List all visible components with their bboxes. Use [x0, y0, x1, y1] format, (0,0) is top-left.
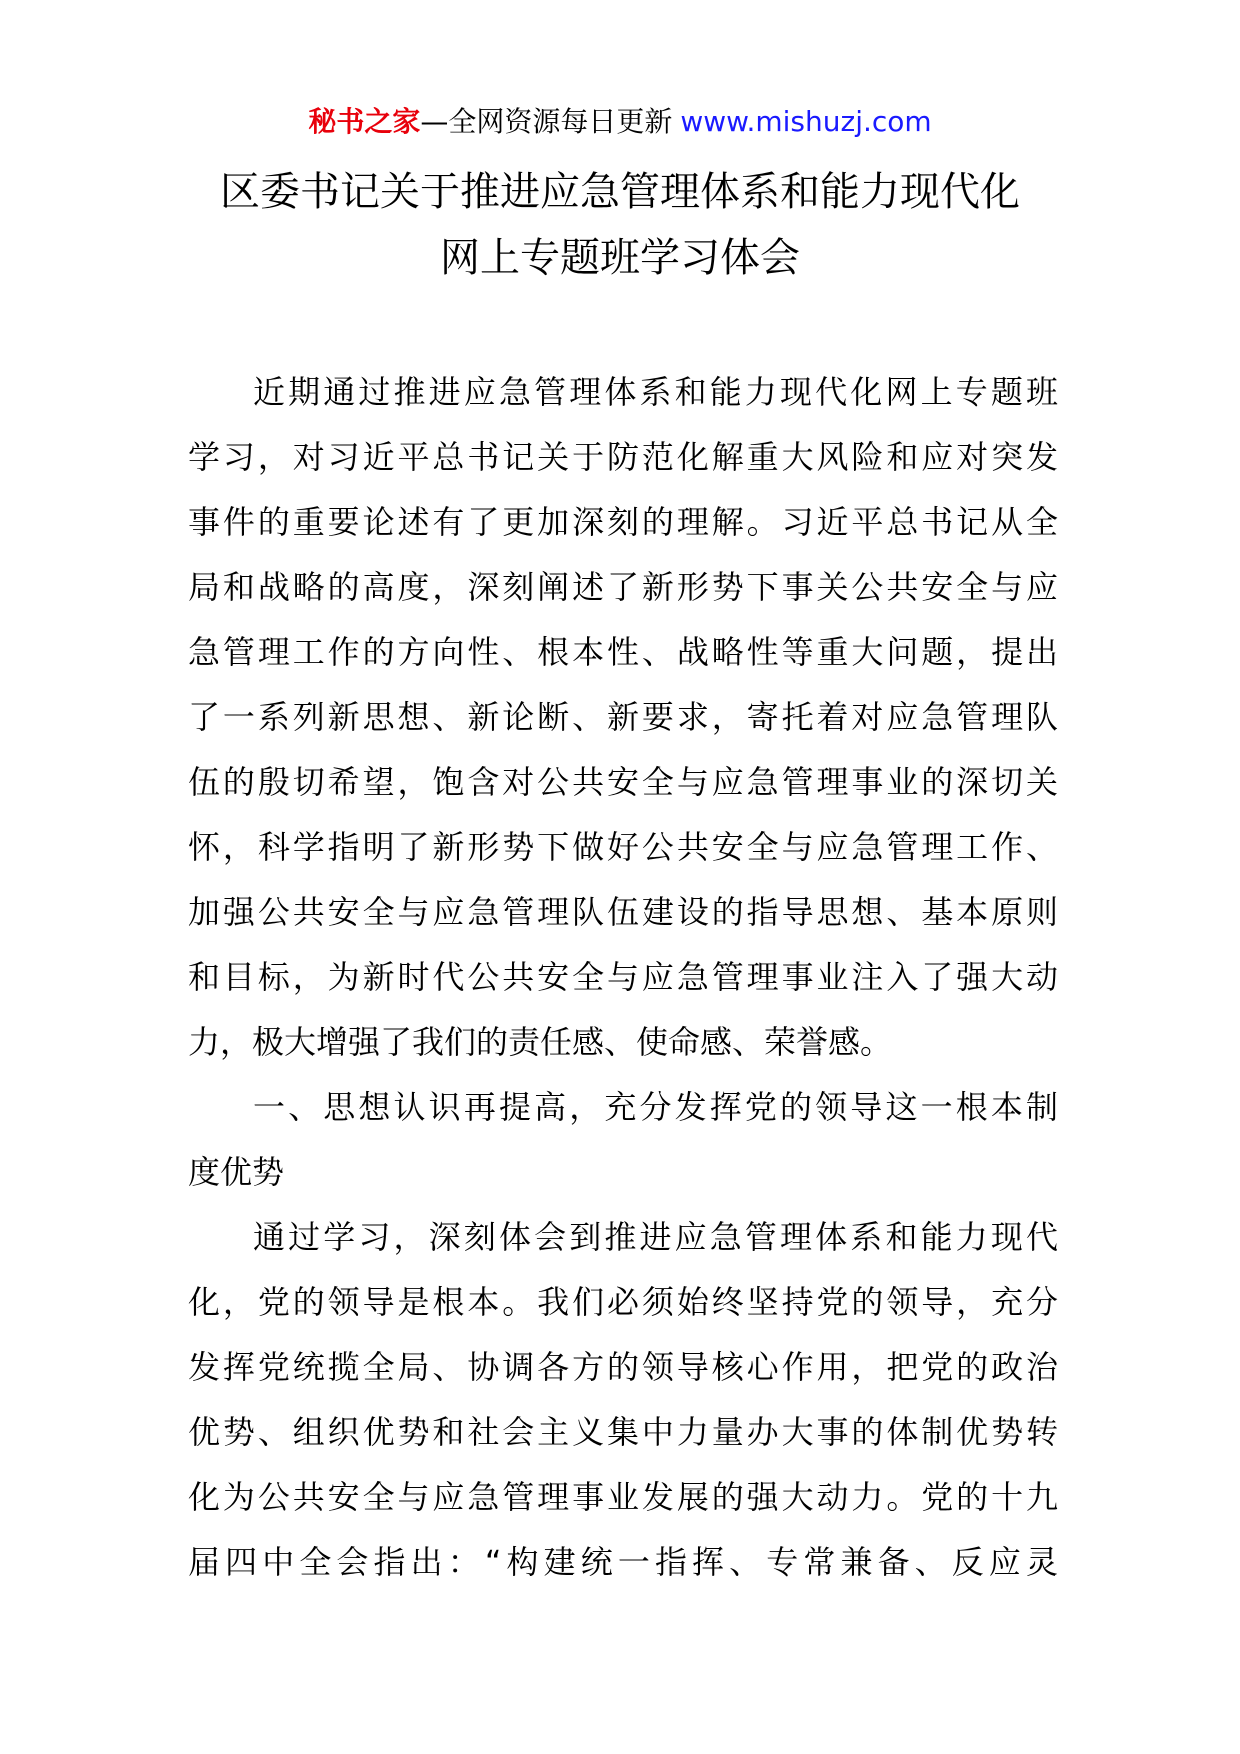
section-heading-line: 一、思想认识再提高，充分发挥党的领导这一根本制: [253, 1088, 1058, 1126]
text-line: 怀，科学指明了新形势下做好公共安全与应急管理工作、: [188, 828, 1058, 866]
text-line: 和目标，为新时代公共安全与应急管理事业注入了强大动: [188, 958, 1058, 996]
text-line: 了一系列新思想、新论断、新要求，寄托着对应急管理队: [188, 698, 1058, 736]
document-title-line-2: 网上专题班学习体会: [440, 235, 800, 281]
text-line: 力，极大增强了我们的责任感、使命感、荣誉感。: [188, 1023, 893, 1061]
text-line: 加强公共安全与应急管理队伍建设的指导思想、基本原则: [188, 893, 1058, 931]
text-line: 急管理工作的方向性、根本性、战略性等重大问题，提出: [188, 633, 1058, 671]
text-line: 发挥党统揽全局、协调各方的领导核心作用，把党的政治: [188, 1348, 1058, 1386]
text-line: 化，党的领导是根本。我们必须始终坚持党的领导，充分: [188, 1283, 1058, 1321]
text-line: 优势、组织优势和社会主义集中力量办大事的体制优势转: [188, 1413, 1058, 1451]
brand-name: 秘书之家: [308, 105, 421, 138]
text-line: 届四中全会指出：“构建统一指挥、专常兼备、反应灵: [188, 1543, 1058, 1581]
section-heading-line: 度优势: [188, 1153, 285, 1191]
document-body: [188, 360, 1058, 1595]
text-line: 局和战略的高度，深刻阐述了新形势下事关公共安全与应: [188, 568, 1058, 606]
site-url: www.mishuzj.com: [680, 105, 932, 138]
header-slogan: —全网资源每日更新: [420, 105, 673, 138]
text-line: 通过学习，深刻体会到推进应急管理体系和能力现代: [253, 1218, 1058, 1256]
text-line: 学习，对习近平总书记关于防范化解重大风险和应对突发: [188, 438, 1058, 476]
text-line: 化为公共安全与应急管理事业发展的强大动力。党的十九: [188, 1478, 1058, 1516]
text-line: 事件的重要论述有了更加深刻的理解。习近平总书记从全: [188, 503, 1058, 541]
watermark-header: [0, 102, 1240, 142]
text-line: 伍的殷切希望，饱含对公共安全与应急管理事业的深切关: [188, 763, 1058, 801]
text-line: 近期通过推进应急管理体系和能力现代化网上专题班: [253, 373, 1058, 411]
document-title-line-1: 区委书记关于推进应急管理体系和能力现代化: [220, 169, 1020, 215]
